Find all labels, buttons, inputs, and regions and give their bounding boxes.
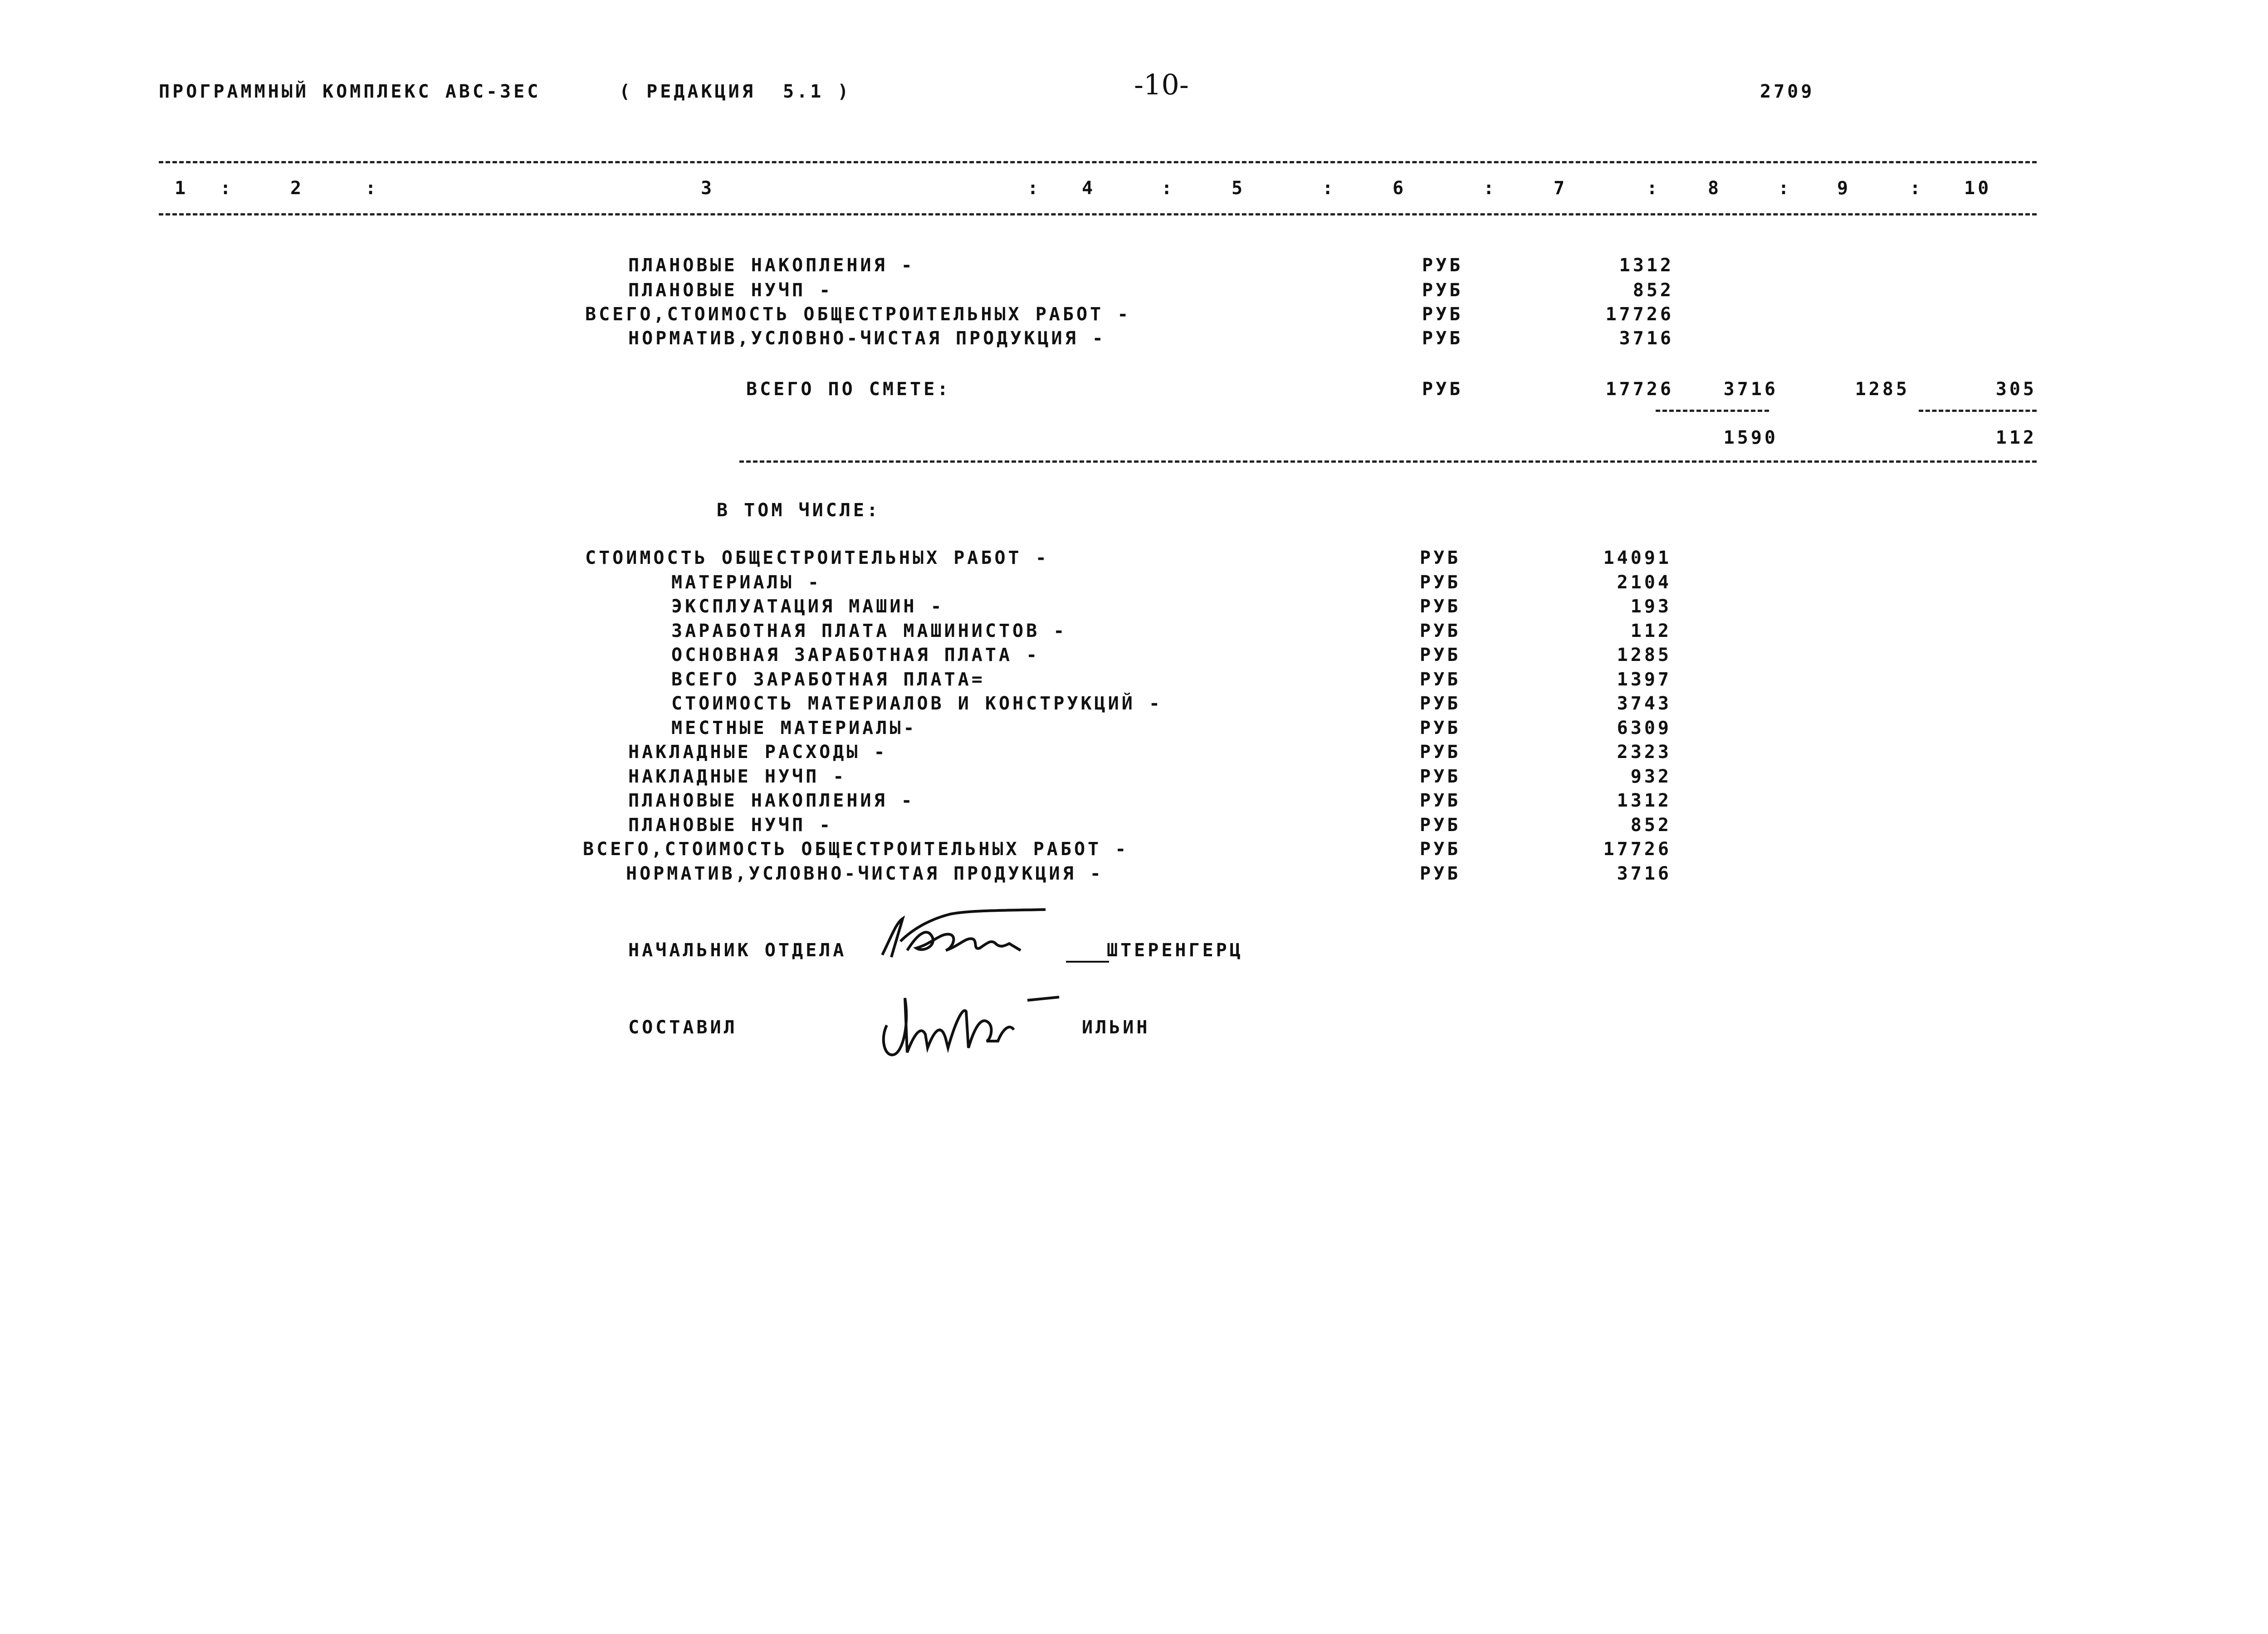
row-label: ПЛАНОВЫЕ НАКОПЛЕНИЯ - <box>628 255 915 276</box>
row-label: ЭКСПЛУАТАЦИЯ МАШИН - <box>671 596 944 617</box>
total-col8-sub: 1590 <box>1723 427 1778 448</box>
column-number: 6 <box>1393 178 1407 199</box>
column-number: 1 <box>175 178 189 199</box>
row-unit: РУБ <box>1420 621 1461 641</box>
row-unit: РУБ <box>1420 596 1461 617</box>
including-label: В ТОМ ЧИСЛЕ: <box>717 500 880 521</box>
column-separator: : <box>1483 178 1497 199</box>
total-col7: 17726 <box>1605 379 1674 400</box>
column-number: 5 <box>1232 178 1246 199</box>
row-value: 17726 <box>1603 839 1672 860</box>
row-unit: РУБ <box>1422 328 1463 349</box>
column-separator: : <box>1910 178 1924 199</box>
document-code: 2709 <box>1760 81 1815 102</box>
column-separator: : <box>1778 178 1792 199</box>
row-value: 1312 <box>1617 790 1672 811</box>
column-number: 9 <box>1837 178 1851 199</box>
row-label: НАКЛАДНЫЕ РАСХОДЫ - <box>628 742 888 763</box>
column-separator: : <box>1647 178 1661 199</box>
column-number: 8 <box>1708 178 1722 199</box>
row-value: 932 <box>1630 766 1672 787</box>
row-label: СТОИМОСТЬ ОБЩЕСТРОИТЕЛЬНЫХ РАБОТ - <box>585 548 1049 568</box>
row-unit: РУБ <box>1422 280 1463 301</box>
row-value: 14091 <box>1603 548 1672 568</box>
head-name: ШТЕРЕНГЕРЦ <box>1107 940 1243 961</box>
row-unit: РУБ <box>1420 766 1461 787</box>
row-unit: РУБ <box>1420 742 1461 763</box>
table-header-rule <box>159 213 2037 215</box>
subtotal-rule-col8 <box>1656 410 1769 412</box>
row-unit: РУБ <box>1420 645 1461 665</box>
column-number: 4 <box>1082 178 1096 199</box>
row-label: МЕСТНЫЕ МАТЕРИАЛЫ- <box>671 718 917 739</box>
row-label: ЗАРАБОТНАЯ ПЛАТА МАШИНИСТОВ - <box>671 621 1067 641</box>
row-label: ВСЕГО,СТОИМОСТЬ ОБЩЕСТРОИТЕЛЬНЫХ РАБОТ - <box>585 304 1131 325</box>
compiler-name: ИЛЬИН <box>1082 1017 1150 1038</box>
row-label: НАКЛАДНЫЕ НУЧП - <box>628 766 847 787</box>
row-unit: РУБ <box>1420 790 1461 811</box>
row-unit: РУБ <box>1420 572 1461 593</box>
head-title: НАЧАЛЬНИК ОТДЕЛА <box>628 940 847 961</box>
total-unit: РУБ <box>1422 379 1463 400</box>
row-unit: РУБ <box>1422 304 1463 325</box>
compiler-title: СОСТАВИЛ <box>628 1017 738 1038</box>
row-label: ПЛАНОВЫЕ НУЧП - <box>628 280 833 301</box>
row-unit: РУБ <box>1420 839 1461 860</box>
row-value: 193 <box>1630 596 1672 617</box>
row-unit: РУБ <box>1420 669 1461 690</box>
table-top-rule <box>159 161 2037 163</box>
row-value: 6309 <box>1617 718 1672 739</box>
column-number: 3 <box>701 178 715 199</box>
column-separator: : <box>1161 178 1175 199</box>
head-name-underline <box>1066 961 1109 963</box>
column-number: 7 <box>1554 178 1568 199</box>
row-label: СТОИМОСТЬ МАТЕРИАЛОВ И КОНСТРУКЦИЙ - <box>671 693 1163 714</box>
column-number: 2 <box>290 178 304 199</box>
column-separator: : <box>1027 178 1041 199</box>
total-bottom-rule <box>739 460 2037 463</box>
row-label: НОРМАТИВ,УСЛОВНО-ЧИСТАЯ ПРОДУКЦИЯ - <box>628 328 1106 349</box>
row-value: 3716 <box>1617 863 1672 884</box>
head-signature-icon <box>864 900 1055 973</box>
row-value: 1312 <box>1619 255 1674 276</box>
total-col10-sub: 112 <box>1995 427 2037 448</box>
row-value: 17726 <box>1605 304 1674 325</box>
row-value: 2104 <box>1617 572 1672 593</box>
column-separator: : <box>1322 178 1336 199</box>
page-number: -10- <box>1134 68 1189 101</box>
total-col8: 3716 <box>1723 379 1778 400</box>
total-label: ВСЕГО ПО СМЕТЕ: <box>746 379 951 400</box>
row-value: 2323 <box>1617 742 1672 763</box>
subtotal-rule-col10 <box>1919 410 2037 412</box>
column-separator: : <box>220 178 234 199</box>
total-col10: 305 <box>1995 379 2037 400</box>
row-unit: РУБ <box>1420 863 1461 884</box>
row-unit: РУБ <box>1420 718 1461 739</box>
row-label: ПЛАНОВЫЕ НАКОПЛЕНИЯ - <box>628 790 915 811</box>
compiler-signature-icon <box>878 980 1068 1071</box>
row-value: 1397 <box>1617 669 1672 690</box>
row-value: 112 <box>1630 621 1672 641</box>
row-label: ОСНОВНАЯ ЗАРАБОТНАЯ ПЛАТА - <box>671 645 1040 665</box>
row-label: НОРМАТИВ,УСЛОВНО-ЧИСТАЯ ПРОДУКЦИЯ - <box>626 863 1104 884</box>
row-unit: РУБ <box>1420 548 1461 568</box>
column-number: 10 <box>1964 178 1992 199</box>
row-unit: РУБ <box>1420 815 1461 836</box>
row-label: ВСЕГО,СТОИМОСТЬ ОБЩЕСТРОИТЕЛЬНЫХ РАБОТ - <box>583 839 1129 860</box>
row-value: 3716 <box>1619 328 1674 349</box>
row-label: ВСЕГО ЗАРАБОТНАЯ ПЛАТА= <box>671 669 985 690</box>
row-value: 852 <box>1633 280 1674 301</box>
edition-label: ( РЕДАКЦИЯ 5.1 ) <box>619 81 851 102</box>
row-unit: РУБ <box>1420 693 1461 714</box>
row-label: ПЛАНОВЫЕ НУЧП - <box>628 815 833 836</box>
row-value: 1285 <box>1617 645 1672 665</box>
column-separator: : <box>365 178 379 199</box>
row-unit: РУБ <box>1422 255 1463 276</box>
total-col9: 1285 <box>1855 379 1910 400</box>
row-value: 3743 <box>1617 693 1672 714</box>
row-label: МАТЕРИАЛЫ - <box>671 572 821 593</box>
program-title: ПРОГРАММНЫЙ КОМПЛЕКС АВС-3ЕС <box>159 81 541 102</box>
row-value: 852 <box>1630 815 1672 836</box>
